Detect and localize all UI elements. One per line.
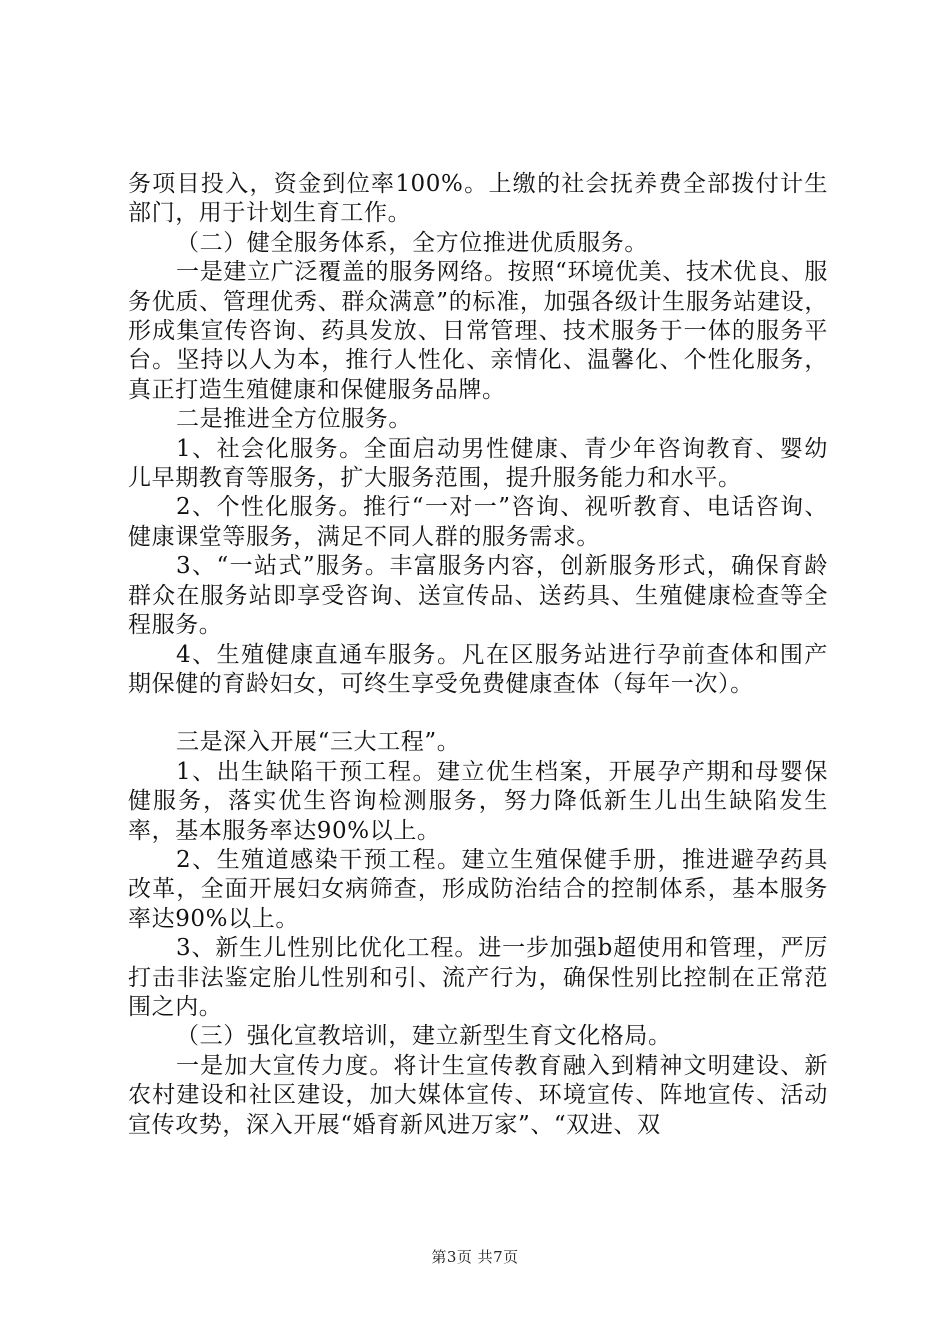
paragraph-service-network: 一是建立广泛覆盖的服务网络。按照“环境优美、技术优良、服务优质、管理优秀、群众满意”的标准，加强各级计生服务站建设，形成集宣传咨询、药具发放、日常管理、技术服务于一体的服务平台。坚持以人为本，推行人性化、亲情化、温馨化、个性化服务，真正打造生殖健康和保健服务品牌。 bbox=[128, 259, 828, 403]
section-heading-3: （三）强化宣教培训，建立新型生育文化格局。 bbox=[176, 1023, 672, 1050]
list-item-one-stop-service: 3、“一站式”服务。丰富服务内容，创新服务形式，确保育龄群众在服务站即享受咨询、送宣传品、送药具、生殖健康检查等全程服务。 bbox=[128, 553, 828, 639]
document-body bbox=[128, 170, 828, 1140]
list-item-sex-ratio-project: 3、新生儿性别比优化工程。进一步加强b超使用和管理，严厉打击非法鉴定胎儿性别和引、流产行为，确保性别比控制在正常范围之内。 bbox=[128, 935, 828, 1020]
paragraph-publicity: 一是加大宣传力度。将计生宣传教育融入到精神文明建设、新农村建设和社区建设，加大媒体宣传、环境宣传、阵地宣传、活动宣传攻势，深入开展“婚育新风进万家”、“双进、双 bbox=[128, 1052, 828, 1138]
list-item-personalized-service: 2、个性化服务。推行“一对一”咨询、视听教育、电话咨询、健康课堂等服务，满足不同人群的服务需求。 bbox=[128, 494, 828, 550]
page-number-footer: 第3页 共7页 bbox=[431, 1248, 519, 1266]
paragraph-three-projects: 三是深入开展“三大工程”。 bbox=[176, 729, 461, 756]
list-item-health-express-service: 4、生殖健康直通车服务。凡在区服务站进行孕前查体和围产期保健的育龄妇女，可终生享受免费健康查体（每年一次）。 bbox=[128, 641, 828, 697]
paragraph-all-round-service: 二是推进全方位服务。 bbox=[176, 406, 412, 433]
list-item-infection-project: 2、生殖道感染干预工程。建立生殖保健手册，推进避孕药具改革，全面开展妇女病筛查，形成防治结合的控制体系，基本服务率达90%以上。 bbox=[128, 846, 828, 932]
paragraph-continuation: 务项目投入，资金到位率100%。上缴的社会抚养费全部拨付计生部门，用于计划生育工作。 bbox=[128, 171, 828, 227]
list-item-birth-defect-project: 1、出生缺陷干预工程。建立优生档案，开展孕产期和母婴保健服务，落实优生咨询检测服务，努力降低新生儿出生缺陷发生率，基本服务率达90%以上。 bbox=[128, 758, 828, 844]
section-heading-2: （二）健全服务体系，全方位推进优质服务。 bbox=[176, 229, 648, 256]
list-item-socialized-service: 1、社会化服务。全面启动男性健康、青少年咨询教育、婴幼儿早期教育等服务，扩大服务范围，提升服务能力和水平。 bbox=[128, 435, 828, 492]
